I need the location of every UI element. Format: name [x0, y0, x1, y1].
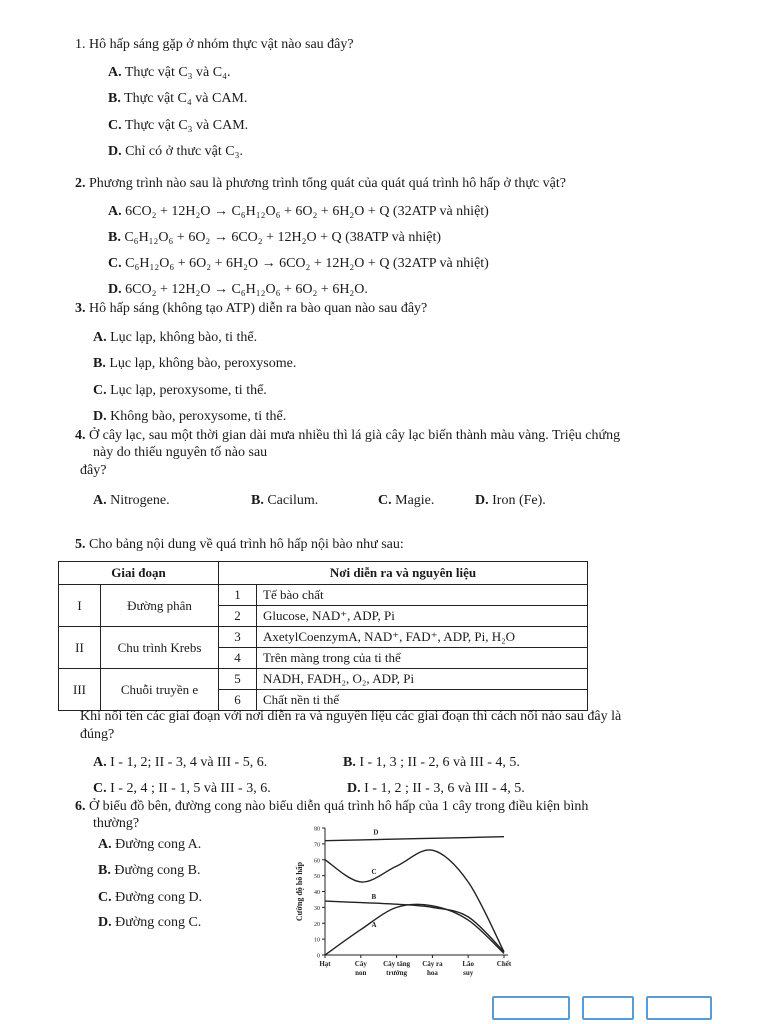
table-row	[59, 585, 588, 606]
q5-prompt-line1: Khi nối tên các giai đoạn với nơi diễn ra và nguyên liệu các giai đoạn thì cách nối nào sau đây là	[80, 709, 622, 724]
q1-text: 1. Hô hấp sáng gặp ở nhóm thực vật nào sau đây?	[75, 37, 354, 52]
item-text: NADH, FADH₂, O₂, ADP, Pi	[257, 669, 588, 690]
series-label: A	[371, 920, 377, 929]
q3-option-c: C. Lục lạp, peroxysome, ti thể.	[93, 383, 267, 398]
nav-button-1[interactable]	[492, 996, 570, 1020]
stage-roman: II	[59, 627, 101, 669]
series-line-a	[325, 904, 504, 955]
y-tick-label: 40	[314, 890, 320, 896]
q6-text-line2: thường?	[93, 816, 140, 831]
series-label: D	[373, 828, 379, 837]
x-tick-label: Lão suy	[462, 960, 475, 977]
q1-option-b: B. Thực vật C₄ và CAM.	[108, 91, 248, 106]
y-axis-label: Cường độ hô hấp	[295, 861, 304, 922]
q6-option-d: D. Đường cong C.	[98, 915, 202, 930]
x-tick-label: Hạt	[319, 960, 331, 968]
q5-prompt-line2: đúng?	[80, 727, 115, 742]
q3-option-a: A. Lục lạp, không bào, ti thể.	[93, 330, 258, 345]
series-label: B	[371, 893, 377, 902]
table-header-row	[59, 562, 588, 585]
item-number: 1	[219, 585, 257, 606]
q6-option-c: C. Đường cong D.	[98, 890, 203, 905]
table-header-place: Nơi diễn ra và nguyên liệu	[219, 562, 588, 585]
q2-option-d: D. 6CO₂ + 12H₂O → C₆H₁₂O₆ + 6O₂ + 6H₂O.	[108, 282, 368, 297]
series-label: C	[371, 868, 377, 877]
q2-text: 2. Phương trình nào sau là phương trình tổng quát của quát quá trình hô hấp ở thực vật?	[75, 176, 566, 191]
nav-button-3[interactable]	[646, 996, 712, 1020]
q4-option-d: D. Iron (Fe).	[475, 493, 546, 508]
q2-option-b: B. C₆H₁₂O₆ + 6O₂ → 6CO₂ + 12H₂O + Q (38ATP và nhiệt)	[108, 230, 442, 245]
x-tick-label: Chết	[496, 960, 512, 968]
respiration-stage-table	[58, 561, 588, 711]
q4-text-line2: này do thiếu nguyên tố nào sau	[93, 445, 268, 460]
stage-name: Chu trình Krebs	[101, 627, 219, 669]
y-tick-label: 30	[314, 905, 320, 912]
q4-option-c: C. Magie.	[378, 493, 435, 508]
y-tick-label: 60	[314, 858, 320, 865]
table-row	[59, 627, 588, 648]
item-number: 5	[219, 669, 257, 690]
item-number: 6	[219, 690, 257, 711]
q1-option-c: C. Thực vật C₃ và CAM.	[108, 118, 249, 133]
q3-option-d: D. Không bào, peroxysome, ti thể.	[93, 409, 287, 424]
item-number: 4	[219, 648, 257, 669]
y-tick-label: 0	[317, 953, 320, 960]
stage-roman: I	[59, 585, 101, 627]
q6-text-line1: 6. Ở biểu đồ bên, đường cong nào biểu diễn quá trình hô hấp của 1 cây trong điều kiện bình	[75, 799, 589, 814]
item-number: 3	[219, 627, 257, 648]
item-text: Glucose, NAD⁺, ADP, Pi	[257, 606, 588, 627]
series-line-d	[325, 837, 504, 841]
respiration-chart	[290, 822, 530, 992]
q3-text: 3. Hô hấp sáng (không tạo ATP) diễn ra bào quan nào sau đây?	[75, 301, 428, 316]
x-tick-label: Cây ra hoa	[422, 960, 443, 977]
table-header-stage: Giai đoạn	[59, 562, 219, 585]
q4-option-a: A. Nitrogene.	[93, 493, 170, 508]
q2-option-c: C. C₆H₁₂O₆ + 6O₂ + 6H₂O → 6CO₂ + 12H₂O + Q (32ATP và nhiệt)	[108, 256, 489, 271]
y-tick-label: 50	[314, 874, 320, 881]
y-tick-label: 20	[314, 921, 320, 928]
q4-option-b: B. Cacilum.	[251, 493, 319, 508]
stage-name: Đường phân	[101, 585, 219, 627]
item-text: Chất nền ti thể	[257, 690, 588, 711]
q5-option-c: C. I - 2, 4 ; II - 1, 5 và III - 3, 6.	[93, 781, 271, 796]
q3-option-b: B. Lục lạp, không bào, peroxysome.	[93, 356, 297, 371]
q6-option-a: A. Đường cong A.	[98, 837, 202, 852]
table-row	[59, 669, 588, 690]
y-tick-label: 70	[314, 842, 320, 849]
nav-button-2[interactable]	[582, 996, 634, 1020]
stage-name: Chuỗi truyền e	[101, 669, 219, 711]
q5-text: 5. Cho bảng nội dung về quá trình hô hấp nội bào như sau:	[75, 537, 404, 552]
y-tick-label: 10	[314, 937, 320, 944]
item-text: Tế bào chất	[257, 585, 588, 606]
q4-text-line3: đây?	[80, 463, 107, 478]
q6-option-b: B. Đường cong B.	[98, 863, 201, 878]
q4-text-line1: 4. Ở cây lạc, sau một thời gian dài mưa nhiều thì lá già cây lạc biến thành màu vàng. Triệu chứng	[75, 428, 621, 443]
stage-roman: III	[59, 669, 101, 711]
q5-option-a: A. I - 1, 2; II - 3, 4 và III - 5, 6.	[93, 755, 268, 770]
y-tick-label: 80	[314, 826, 320, 833]
q1-option-d: D. Chỉ có ở thưc vật C₃.	[108, 144, 243, 159]
q1-option-a: A. Thực vật C₃ và C₄.	[108, 65, 231, 80]
item-text: Trên màng trong của ti thể	[257, 648, 588, 669]
x-tick-label: Cây non	[354, 960, 367, 977]
item-text: AxetylCoenzymA, NAD⁺, FAD⁺, ADP, Pi, H₂O	[257, 627, 588, 648]
q2-option-a: A. 6CO₂ + 12H₂O → C₆H₁₂O₆ + 6O₂ + 6H₂O + Q (32ATP và nhiệt)	[108, 204, 489, 219]
q5-option-b: B. I - 1, 3 ; II - 2, 6 và III - 4, 5.	[343, 755, 520, 770]
q5-option-d: D. I - 1, 2 ; II - 3, 6 và III - 4, 5.	[347, 781, 525, 796]
x-tick-label: Cây tăng trưởng	[383, 960, 411, 977]
item-number: 2	[219, 606, 257, 627]
